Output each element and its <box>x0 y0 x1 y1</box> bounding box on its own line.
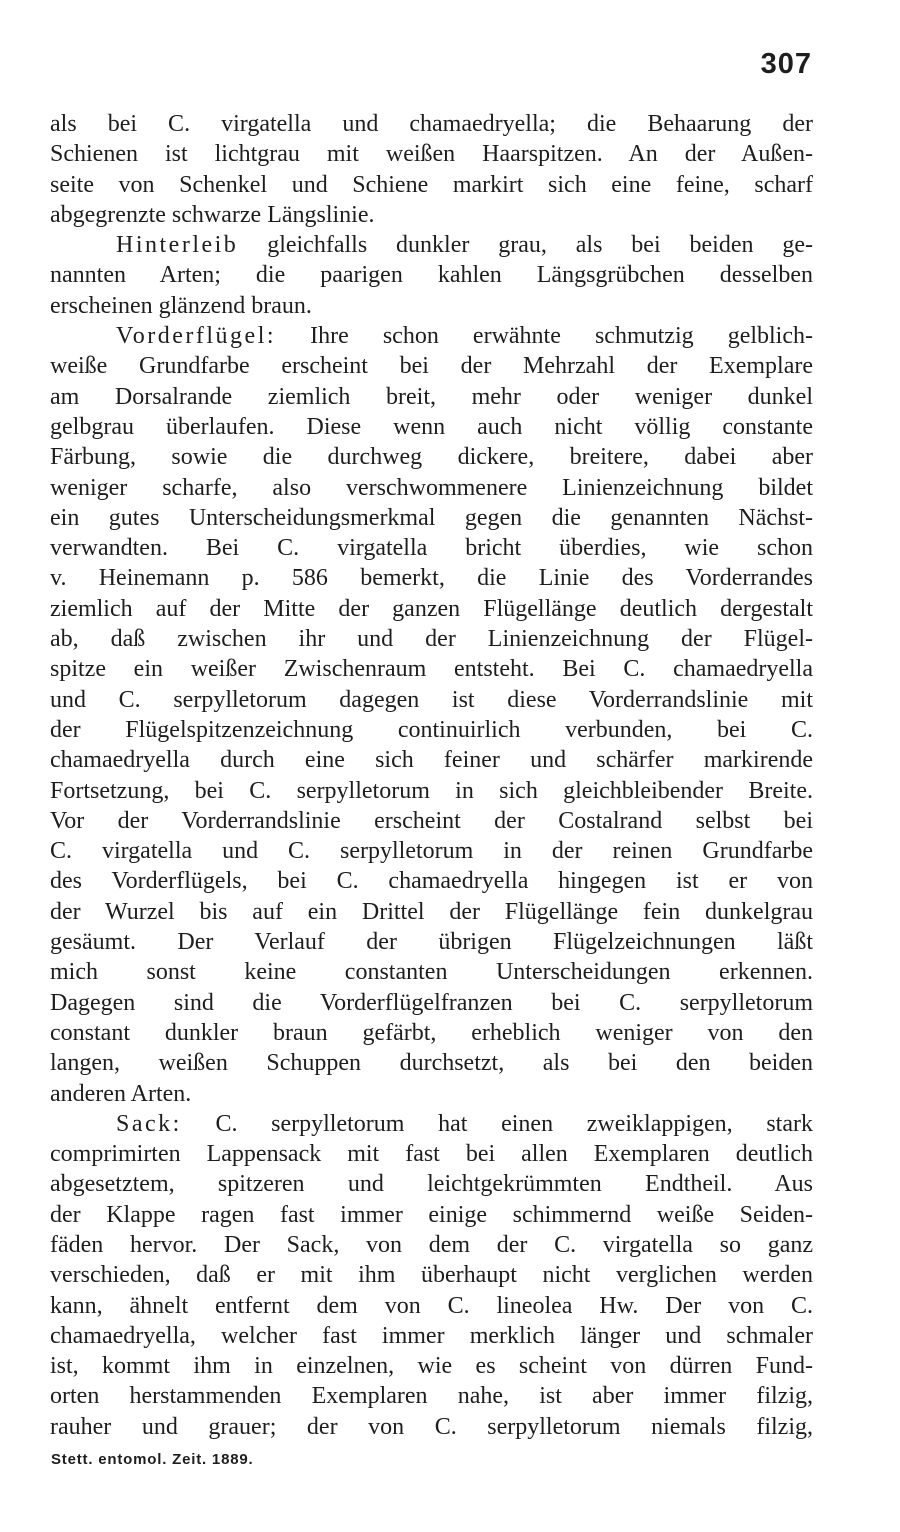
text-line: Vor der Vorderrandslinie erscheint der Costalrand selbst bei <box>50 807 813 834</box>
text-line: kann, ähnelt entfernt dem von C. lineolea Hw. Der von C. <box>50 1292 813 1319</box>
text-line: seite von Schenkel und Schiene markirt sich eine feine, scharf <box>50 171 813 198</box>
text-line: v. Heinemann p. 586 bemerkt, die Linie des Vorderrandes <box>50 565 813 592</box>
body-text <box>50 109 813 1442</box>
text-span: C. serpylletorum hat einen zweiklappigen, stark <box>181 1110 813 1137</box>
text-line: verschieden, daß er mit ihm überhaupt nicht verglichen werden <box>50 1262 813 1289</box>
text-line: comprimirten Lappensack mit fast bei allen Exemplaren deutlich <box>50 1141 813 1168</box>
text-line: der Klappe ragen fast immer einige schimmernd weiße Seiden- <box>50 1201 813 1228</box>
text-line: chamaedryella durch eine sich feiner und schärfer markirende <box>50 747 813 774</box>
section-line-vorderfluegel <box>50 321 813 351</box>
text-line: erscheinen glänzend braun. <box>50 292 312 319</box>
text-line: nannten Arten; die paarigen kahlen Längsgrübchen desselben <box>50 262 813 289</box>
text-line: am Dorsalrande ziemlich breit, mehr oder weniger dunkel <box>50 383 813 410</box>
text-line: orten herstammenden Exemplaren nahe, ist aber immer filzig, <box>50 1383 813 1410</box>
text-line: ab, daß zwischen ihr und der Linienzeichnung der Flügel- <box>50 626 813 653</box>
text-line: weiße Grundfarbe erscheint bei der Mehrzahl der Exemplare <box>50 353 813 380</box>
text-line: Dagegen sind die Vorderflügelfranzen bei C. serpylletorum <box>50 989 813 1016</box>
text-line: der Wurzel bis auf ein Drittel der Flügellänge fein dunkelgrau <box>50 898 813 925</box>
journal-footer: Stett. entomol. Zeit. 1889. <box>51 1451 254 1468</box>
text-line: fäden hervor. Der Sack, von dem der C. virgatella so ganz <box>50 1231 813 1258</box>
text-line: des Vorderflügels, bei C. chamaedryella hingegen ist er von <box>50 868 813 895</box>
text-line: C. virgatella und C. serpylletorum in der reinen Grundfarbe <box>50 838 813 865</box>
text-line: weniger scharfe, also verschwommenere Linienzeichnung bildet <box>50 474 813 501</box>
text-line: anderen Arten. <box>50 1080 192 1107</box>
text-line: ziemlich auf der Mitte der ganzen Flügellänge deutlich dergestalt <box>50 595 813 622</box>
text-span: Ihre schon erwähnte schmutzig gelblich- <box>276 323 813 350</box>
section-heading-hinterleib: Hinterleib <box>116 232 239 259</box>
text-line: mich sonst keine constanten Unterscheidungen erkennen. <box>50 959 813 986</box>
text-line: rauher und grauer; der von C. serpylletorum niemals filzig, <box>50 1413 813 1440</box>
text-line: langen, weißen Schuppen durchsetzt, als bei den beiden <box>50 1050 813 1077</box>
text-line: Schienen ist lichtgrau mit weißen Haarspitzen. An der Außen- <box>50 141 813 168</box>
text-line: verwandten. Bei C. virgatella bricht überdies, wie schon <box>50 535 813 562</box>
text-line: Fortsetzung, bei C. serpylletorum in sich gleichbleibender Breite. <box>50 777 813 804</box>
text-line: als bei C. virgatella und chamaedryella; die Behaarung der <box>50 111 813 137</box>
text-line: Färbung, sowie die durchweg dickere, breitere, dabei aber <box>50 444 813 471</box>
section-line-hinterleib <box>50 230 813 260</box>
section-line-sack <box>50 1109 813 1139</box>
text-line: ist, kommt ihm in einzelnen, wie es scheint von dürren Fund- <box>50 1353 813 1380</box>
text-line: gesäumt. Der Verlauf der übrigen Flügelzeichnungen läßt <box>50 929 813 956</box>
text-line: constant dunkler braun gefärbt, erheblich weniger von den <box>50 1019 813 1046</box>
text-line: und C. serpylletorum dagegen ist diese Vorderrandslinie mit <box>50 686 813 713</box>
text-line: abgesetztem, spitzeren und leichtgekrümmten Endtheil. Aus <box>50 1171 813 1198</box>
section-heading-sack: Sack: <box>116 1110 182 1137</box>
text-span: gleichfalls dunkler grau, als bei beiden ge- <box>238 232 813 259</box>
text-line: der Flügelspitzenzeichnung continuirlich verbunden, bei C. <box>50 716 813 743</box>
text-line: chamaedryella, welcher fast immer merklich länger und schmaler <box>50 1322 813 1349</box>
text-line: ein gutes Unterscheidungsmerkmal gegen die genannten Nächst- <box>50 504 813 531</box>
text-line: spitze ein weißer Zwischenraum entsteht. Bei C. chamaedryella <box>50 656 813 683</box>
section-heading-vorderfluegel: Vorderflügel: <box>116 323 277 350</box>
text-line: gelbgrau überlaufen. Diese wenn auch nicht völlig constante <box>50 413 813 440</box>
text-line: abgegrenzte schwarze Längslinie. <box>50 201 375 228</box>
page-number: 307 <box>760 48 812 80</box>
